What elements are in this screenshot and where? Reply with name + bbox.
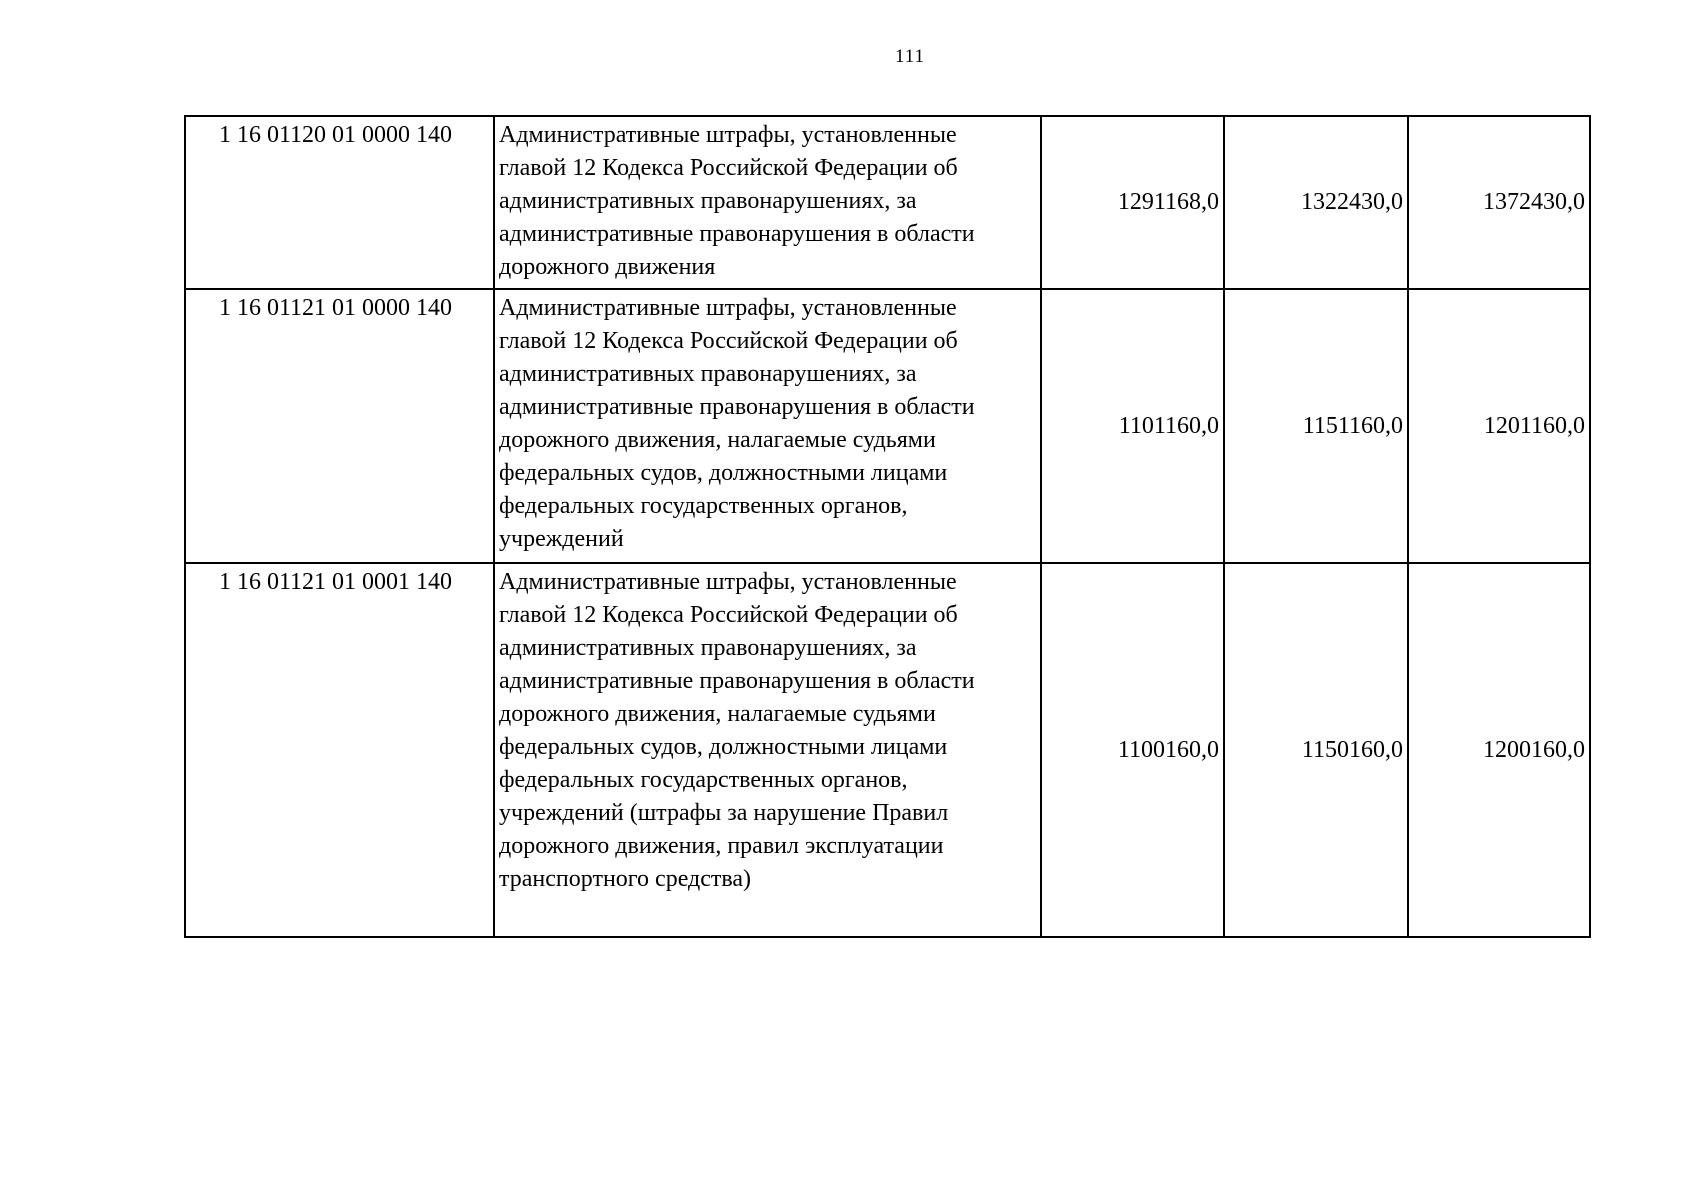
revenue-name: Административные штрафы, установленные главой 12 Кодекса Российской Федерации об административных правонарушениях, за административные правонарушения в области дорожного движения, налагаемые судьями федеральных судов, должностными лицами федеральных государственных органов, учреждений [494,289,1041,563]
amount-year-2: 1150160,0 [1224,563,1408,937]
revenue-name: Административные штрафы, установленные главой 12 Кодекса Российской Федерации об административных правонарушениях, за административные правонарушения в области дорожного движения, налагаемые судьями федеральных судов, должностными лицами федеральных государственных органов, учреждений (штрафы за нарушение Правил дорожного движения, правил эксплуатации транспортного средства) [494,563,1041,937]
table-row [185,116,1590,289]
amount-year-1: 1291168,0 [1041,116,1224,289]
table-row [185,289,1590,563]
amount-year-1: 1100160,0 [1041,563,1224,937]
budget-classification-code: 1 16 01121 01 0000 140 [185,289,494,563]
page-number: 111 [894,46,926,67]
amount-year-1: 1101160,0 [1041,289,1224,563]
table-row [185,563,1590,937]
amount-year-3: 1372430,0 [1408,116,1590,289]
budget-classification-code: 1 16 01121 01 0001 140 [185,563,494,937]
revenue-name: Административные штрафы, установленные главой 12 Кодекса Российской Федерации об административных правонарушениях, за административные правонарушения в области дорожного движения [494,116,1041,289]
amount-year-2: 1322430,0 [1224,116,1408,289]
amount-year-3: 1201160,0 [1408,289,1590,563]
amount-year-2: 1151160,0 [1224,289,1408,563]
budget-classification-code: 1 16 01120 01 0000 140 [185,116,494,289]
budget-revenue-table [184,115,1591,938]
amount-year-3: 1200160,0 [1408,563,1590,937]
